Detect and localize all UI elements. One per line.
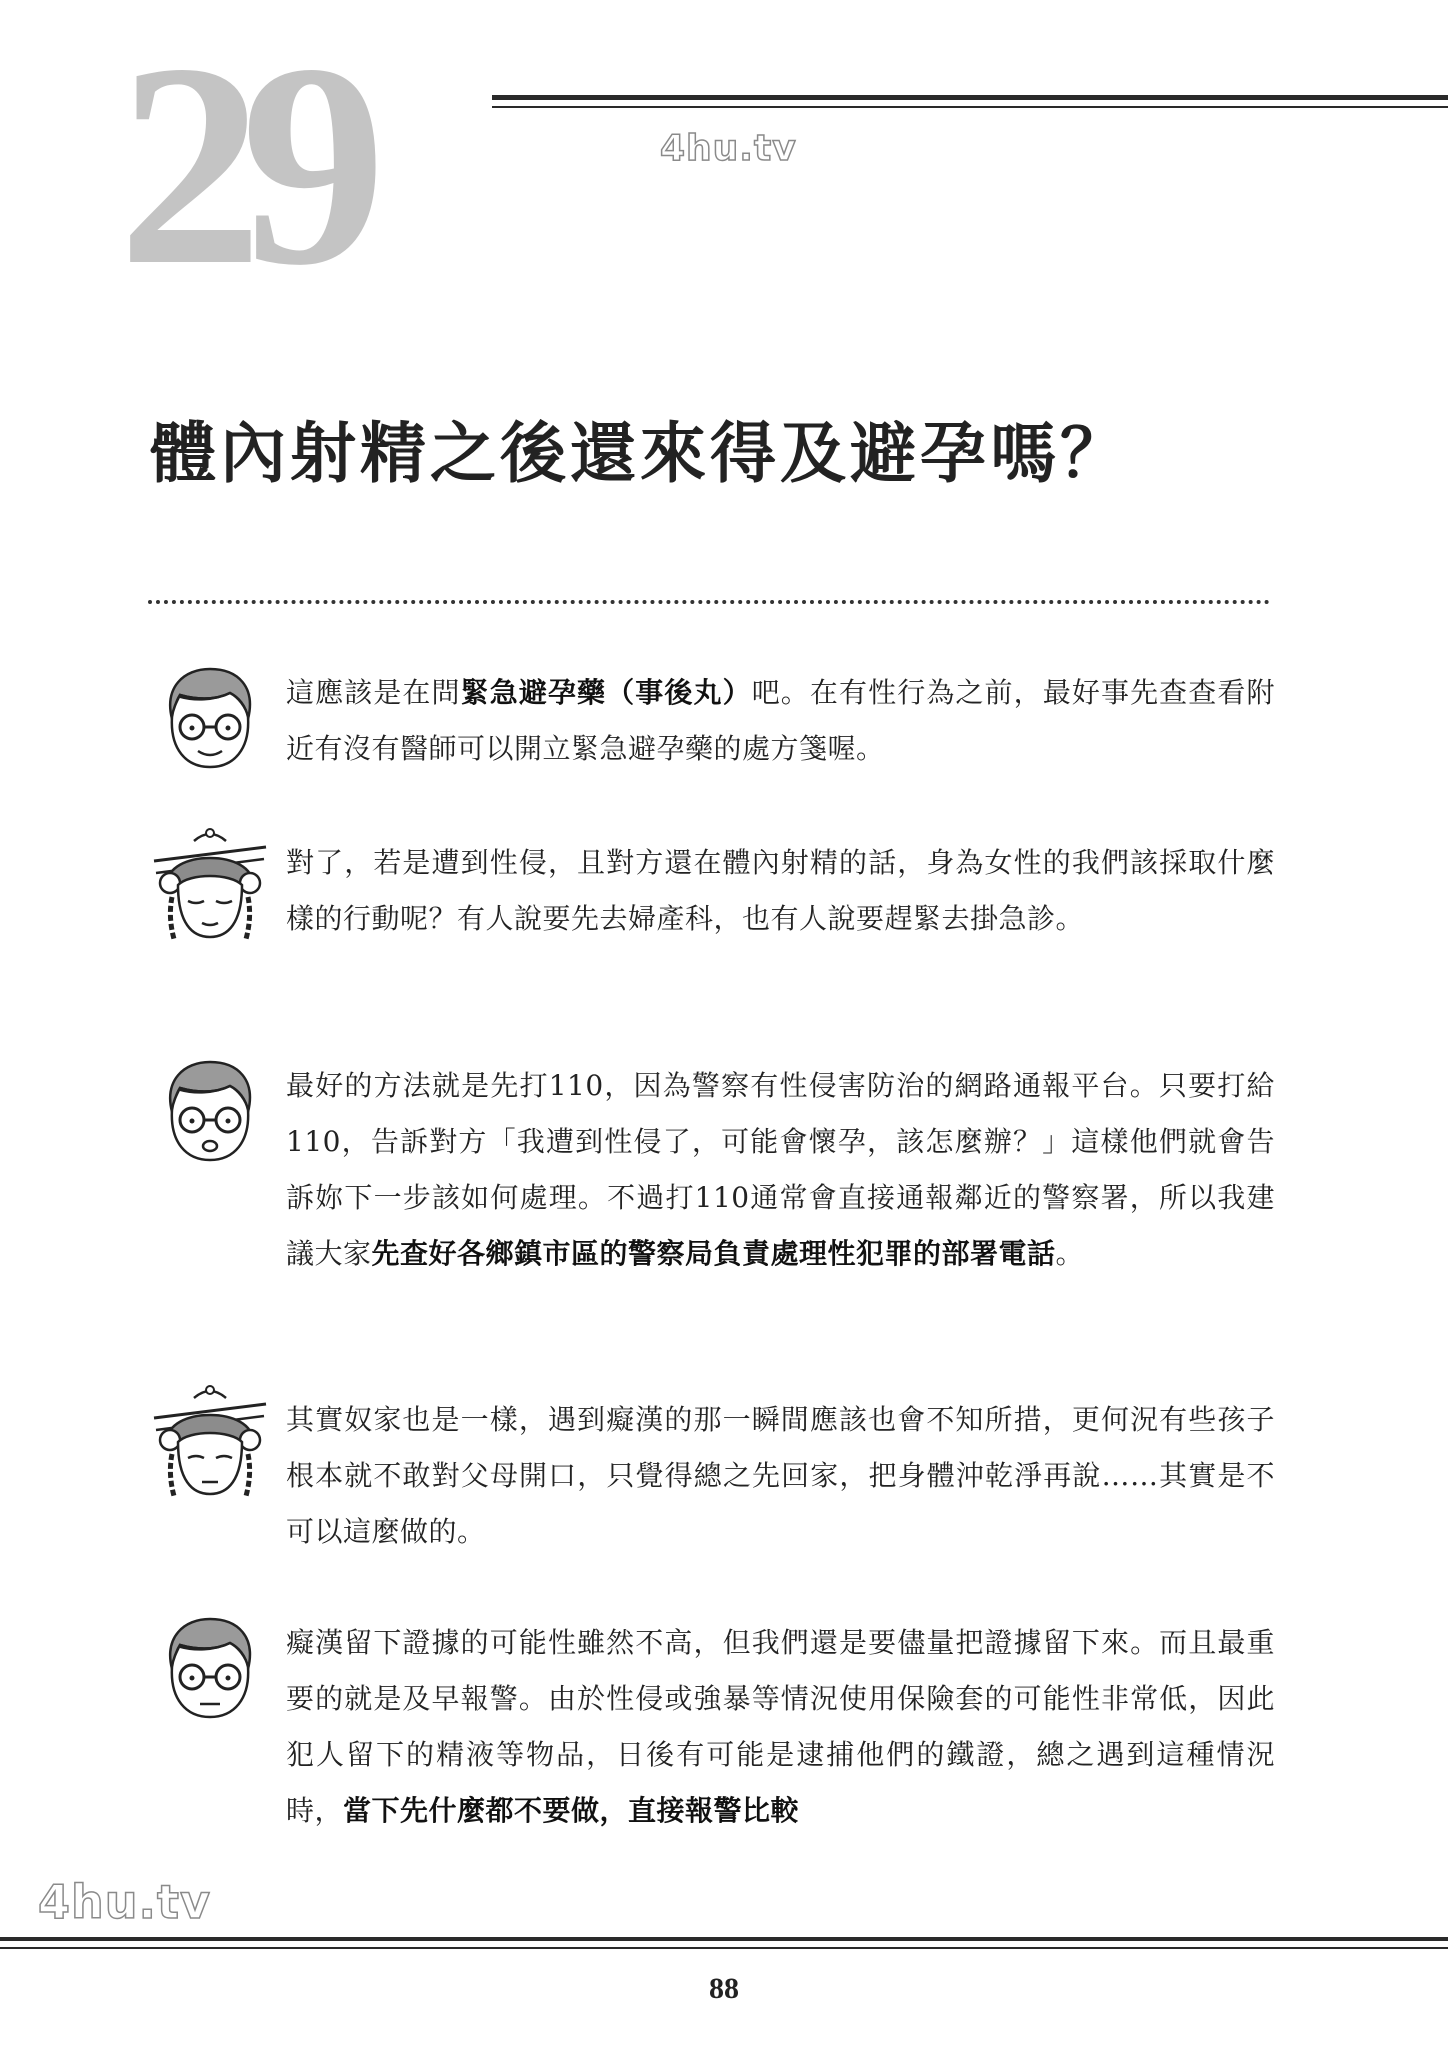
- man-with-glasses-icon: [150, 657, 270, 777]
- text-run: 其實奴家也是一樣，遇到癡漢的那一瞬間應該也會不知所措，更何況有些孩子根本就不敢對父母開口，只覺得總之先回家，把身體沖乾淨再說……其實是不可以這麼做的。: [286, 1403, 1275, 1548]
- dialogue-text: [286, 665, 1275, 777]
- man-with-glasses-icon: [150, 1607, 270, 1727]
- chapter-number: 29: [118, 4, 364, 325]
- text-run: 這應該是在問: [286, 676, 461, 709]
- text-run-bold: 當下先什麼都不要做，直接報警比較: [343, 1794, 800, 1827]
- text-run: 癡漢留下證據的可能性雖然不高，但我們還是要儘量把證據留下來。而且最重要的就是及早報警。由於性侵或強暴等情況使用保險套的可能性非常低，因此犯人留下的精液等物品，日後有可能是逮捕他們的鐵證，總之遇到這種情況時，: [286, 1626, 1275, 1827]
- text-run: 最好的方法就是先打110，因為警察有性侵害防治的網路通報平台。只要打給110，告訴對方「我遭到性侵了，可能會懷孕，該怎麼辦？」這樣他們就會告訴妳下一步該如何處理。不過打110通常會直接通報鄰近的警察署，所以我建議大家: [286, 1069, 1275, 1270]
- footer-rule: [0, 1937, 1448, 1941]
- dialogue-text: [286, 835, 1275, 947]
- dotted-divider: [148, 600, 1270, 604]
- text-run: 吧。在有性行為之前，最好事先查查看附近有沒有醫師可以開立緊急避孕藥的處方箋喔。: [286, 676, 1275, 765]
- header-rule: [492, 95, 1448, 100]
- dialogue-text: [286, 1058, 1275, 1282]
- footer-rule-thin: [0, 1947, 1448, 1949]
- page-title: 體內射精之後還來得及避孕嗎？: [150, 414, 1130, 492]
- text-run: 。: [1055, 1237, 1085, 1270]
- woman-with-hairpins-icon: [150, 1384, 270, 1504]
- text-run-bold: 先查好各鄉鎮市區的警察局負責處理性犯罪的部署電話: [371, 1237, 1056, 1270]
- watermark-top: 4hu.tv: [660, 128, 797, 169]
- dialogue-text: [286, 1392, 1275, 1560]
- dialogue-text: [286, 1615, 1275, 1839]
- man-with-glasses-icon: [150, 1050, 270, 1170]
- header-rule-thin: [492, 106, 1448, 108]
- text-run: 對了，若是遭到性侵，且對方還在體內射精的話，身為女性的我們該採取什麼樣的行動呢？有人說要先去婦產科，也有人說要趕緊去掛急診。: [286, 846, 1275, 935]
- watermark-bottom: 4hu.tv: [38, 1875, 211, 1929]
- woman-with-hairpins-icon: [150, 827, 270, 947]
- text-run-bold: 緊急避孕藥（事後丸）: [460, 676, 752, 709]
- page-number: 88: [709, 1972, 739, 2005]
